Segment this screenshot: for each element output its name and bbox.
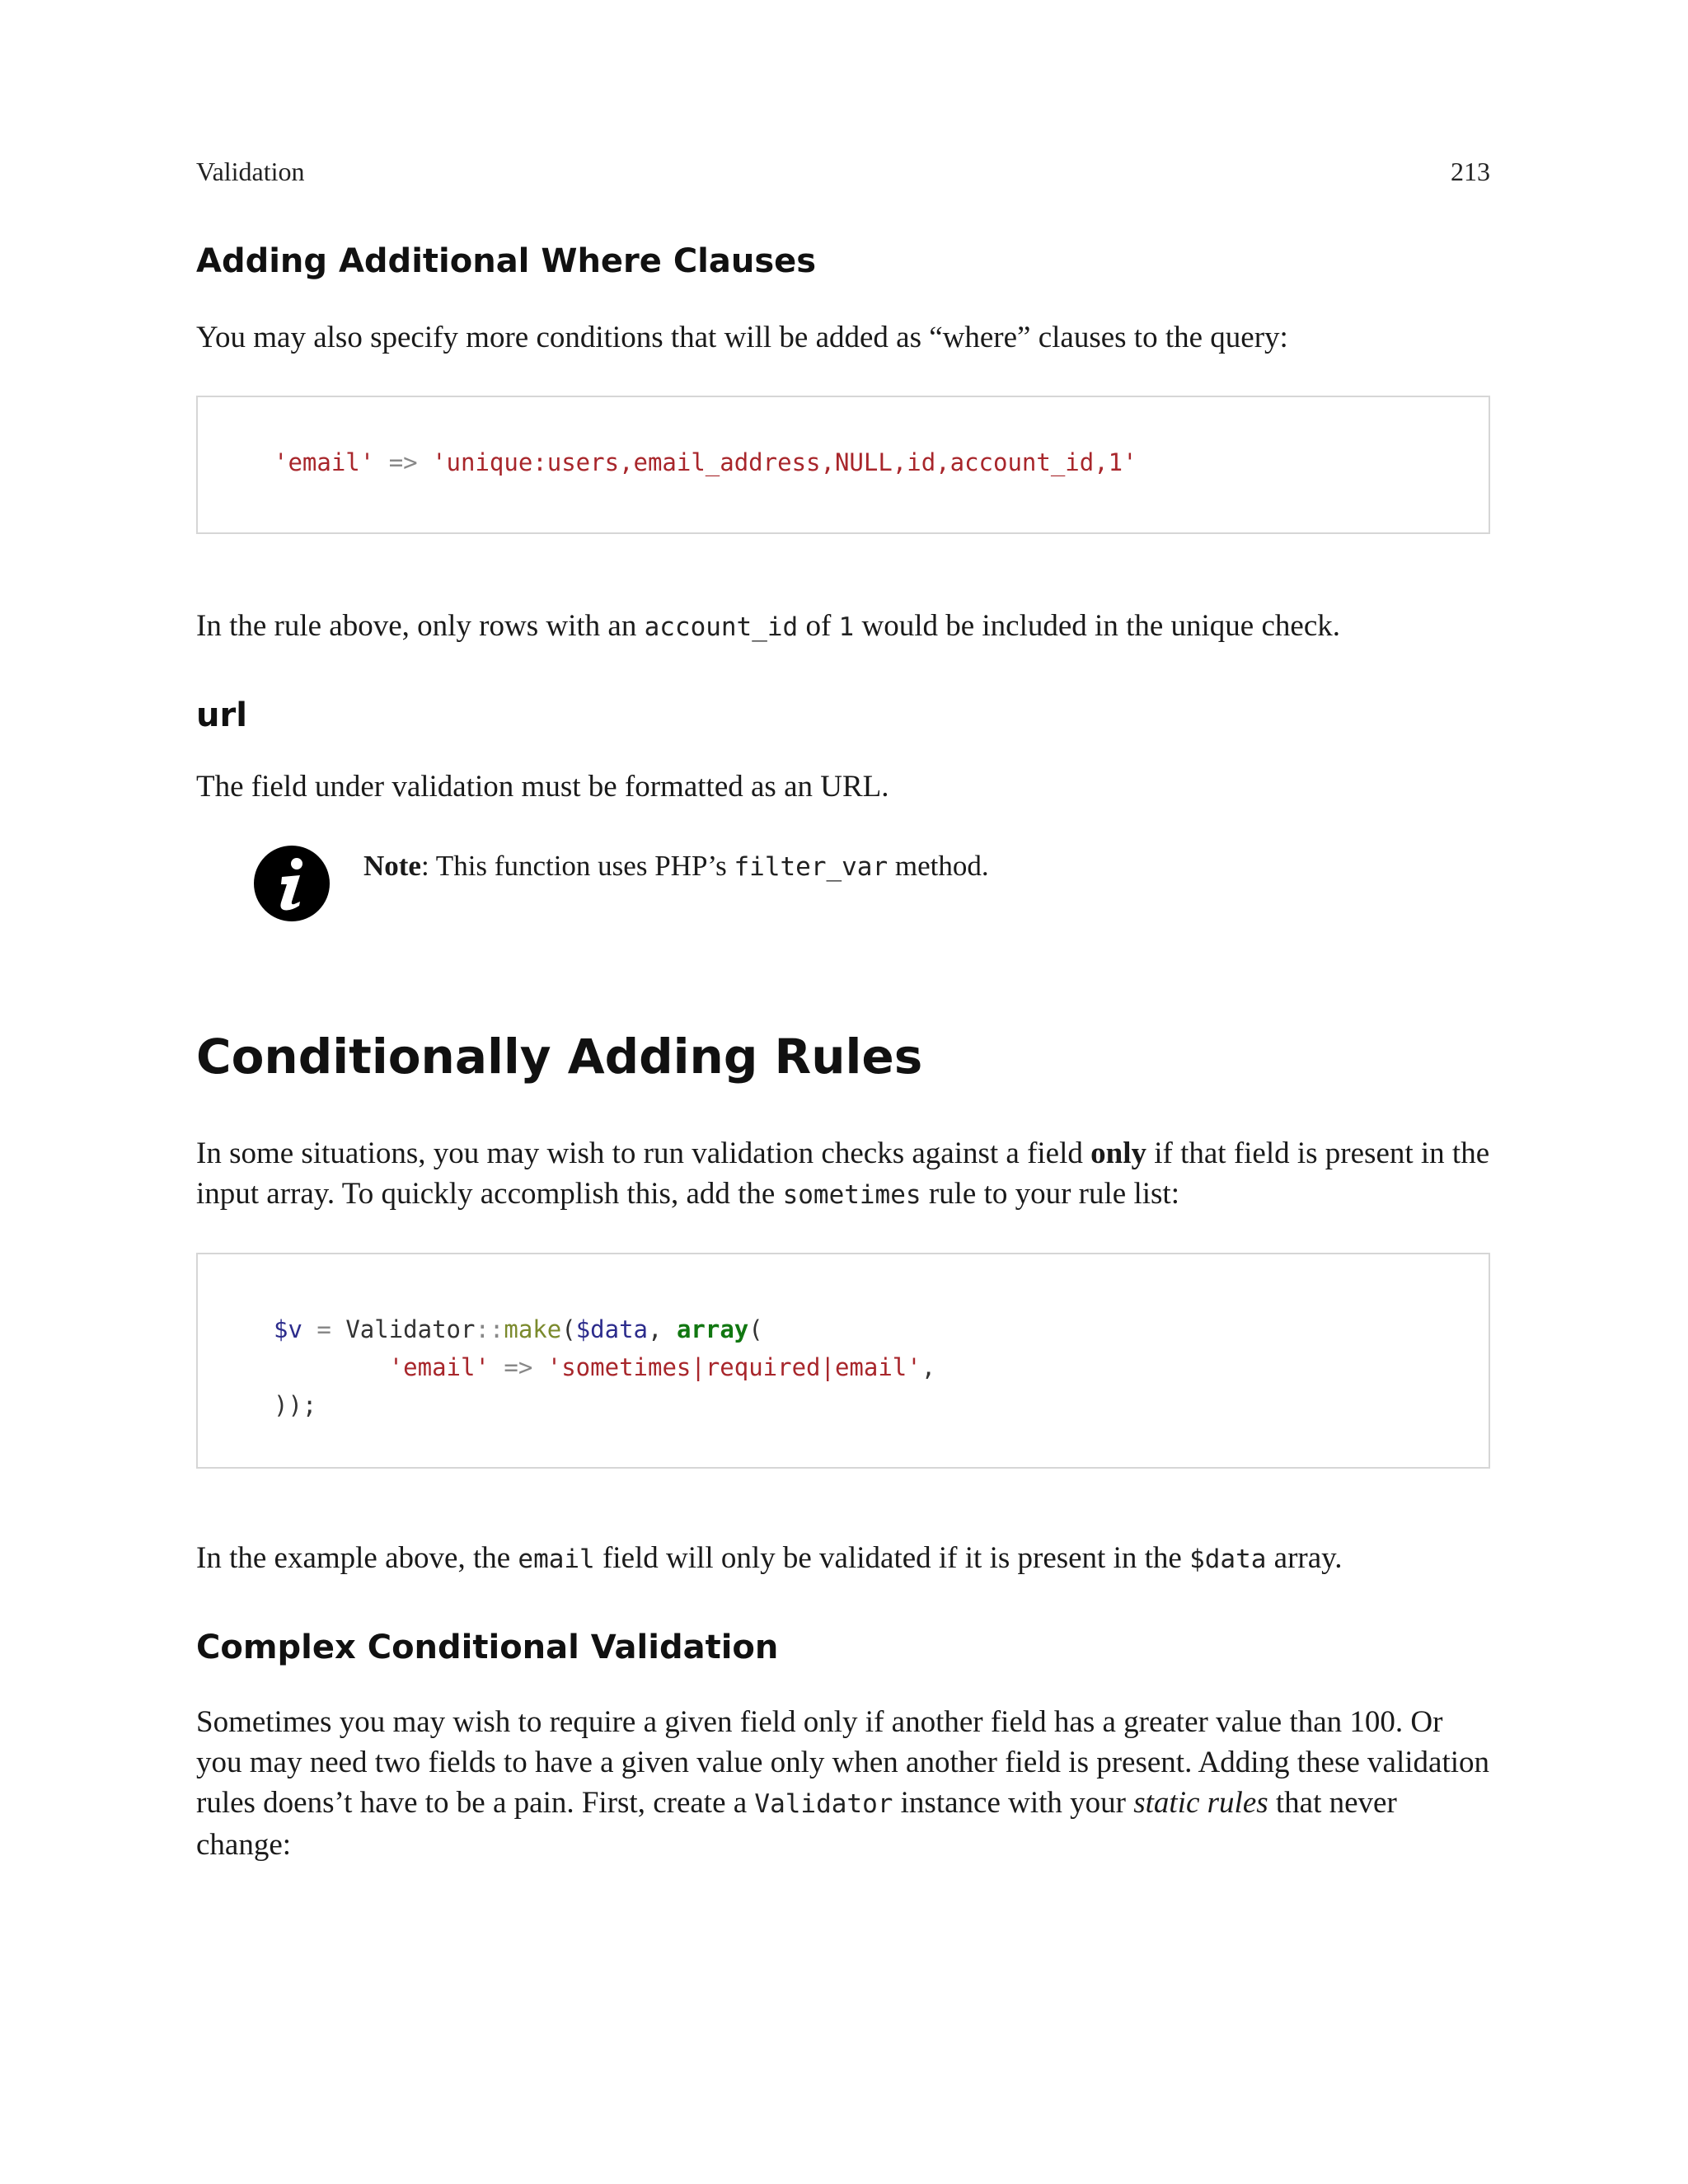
code-token: = — [316, 1315, 331, 1343]
info-icon — [254, 846, 330, 921]
section-complex-validation — [196, 1629, 1490, 1666]
code-token: make — [504, 1315, 562, 1343]
inline-code: 1 — [838, 612, 855, 642]
url-description — [196, 766, 1490, 807]
code-token: , — [648, 1315, 663, 1343]
code-token: 'unique:users,email_address,NULL,id,account_id,1' — [432, 448, 1137, 476]
paragraph: You may also specify more conditions that will be added as “where” clauses to the query: — [196, 321, 1288, 354]
paragraph — [196, 1702, 1490, 1865]
complex-intro — [196, 1702, 1490, 1865]
text-run: : This function uses PHP’s — [420, 850, 734, 882]
text-run: Sometimes you may wish to require a given field only if another field has a greater value than 100. Or you may need two fields to have a given value only when another field is present. Adding these validation rules doens’t have to be a pain. First, create a — [196, 1705, 1490, 1820]
inline-code: sometimes — [782, 1180, 921, 1210]
text-run: array. — [1266, 1541, 1343, 1575]
text-run: In the example above, the — [196, 1541, 518, 1575]
paragraph: The field under validation must be formatted as an URL. — [196, 770, 889, 804]
text-run: In the rule above, only rows with an — [196, 609, 645, 643]
section-url — [196, 696, 1490, 734]
inline-code: $data — [1189, 1544, 1267, 1574]
running-title: Validation — [196, 157, 305, 186]
inline-code: email — [518, 1544, 595, 1574]
code-token: , — [921, 1353, 936, 1381]
text-run: that never change: — [196, 1786, 1397, 1862]
conditional-explanation — [196, 1538, 1490, 1580]
code-token: $data — [575, 1315, 649, 1343]
section-heading: url — [196, 696, 247, 734]
paragraph — [196, 1133, 1490, 1216]
code-token: => — [504, 1353, 533, 1381]
code-token: 'email' — [274, 448, 375, 476]
where-explanation — [196, 606, 1490, 648]
code-listing — [274, 443, 1137, 481]
code-token: )); — [274, 1391, 317, 1419]
section-heading: Adding Additional Where Clauses — [196, 242, 817, 280]
running-header — [196, 157, 1490, 187]
code-listing — [274, 1310, 935, 1424]
code-token: :: — [475, 1315, 504, 1343]
section-where-clauses — [196, 242, 1490, 280]
code-token: $v — [274, 1315, 302, 1343]
where-intro — [196, 317, 1490, 358]
conditional-intro — [196, 1133, 1490, 1216]
code-token: array — [676, 1315, 749, 1343]
page-number: 213 — [1451, 157, 1490, 186]
chapter-heading: Conditionally Adding Rules — [196, 1029, 923, 1085]
code-token: ( — [561, 1315, 576, 1343]
text-run: In some situations, you may wish to run validation checks against a field — [196, 1137, 1091, 1170]
text-run: field will only be validated if it is present in the — [594, 1541, 1190, 1575]
code-block-unique-rule — [196, 396, 1490, 534]
text-run: method. — [888, 850, 989, 882]
paragraph — [196, 606, 1490, 648]
note-label: Note — [363, 850, 421, 882]
text-run: of — [798, 609, 839, 643]
chapter-conditional-rules — [196, 1029, 1490, 1085]
inline-code: Validator — [754, 1789, 893, 1819]
italic-text: static rules — [1133, 1786, 1268, 1820]
code-token: 'email' — [388, 1353, 490, 1381]
section-heading: Complex Conditional Validation — [196, 1629, 779, 1666]
inline-code: filter_var — [734, 852, 889, 882]
text-run: would be included in the unique check. — [854, 609, 1340, 643]
paragraph — [196, 1538, 1490, 1580]
code-token: ( — [748, 1315, 763, 1343]
text-run: if that field is present in the input array. To quickly accomplish this, add the — [196, 1137, 1490, 1211]
text-run: instance with your — [893, 1786, 1134, 1820]
code-token: => — [388, 448, 418, 476]
inline-code: account_id — [644, 612, 799, 642]
code-token: 'sometimes|required|email' — [546, 1353, 921, 1381]
bold-text: only — [1090, 1137, 1146, 1170]
code-block-sometimes — [196, 1253, 1490, 1469]
code-token: Validator — [345, 1315, 476, 1343]
note-callout — [196, 846, 1490, 928]
text-run: rule to your rule list: — [921, 1177, 1179, 1211]
note-text — [363, 847, 989, 886]
